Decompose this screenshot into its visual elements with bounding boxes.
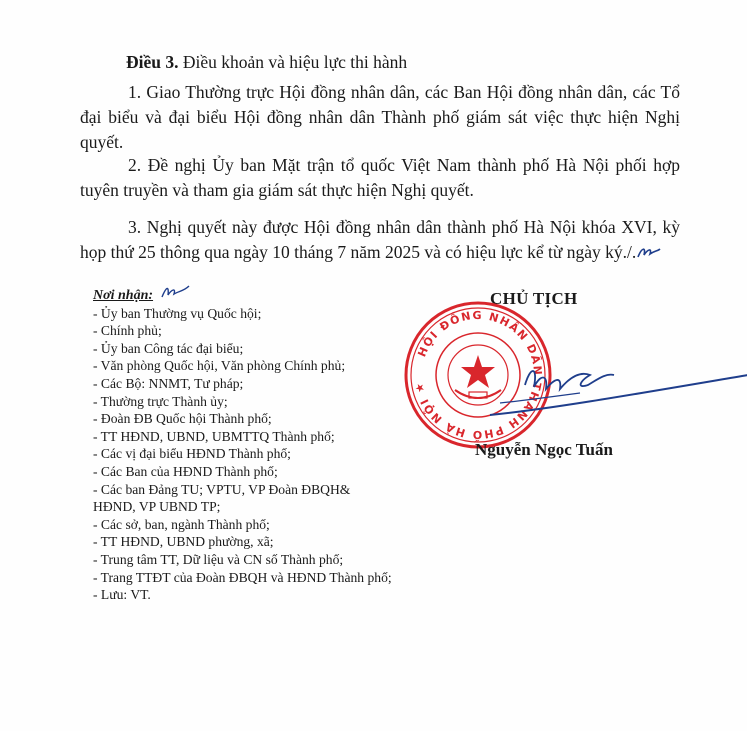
recipient-item: - TT HĐND, UBND phường, xã; [93, 534, 274, 550]
paragraph-2: 2. Đề nghị Ủy ban Mặt trận tổ quốc Việt Nam thành phố Hà Nội phối hợp tuyên truyền và tham gia giám sát thực hiện Nghị quyết. [80, 155, 680, 200]
paragraph-1: 1. Giao Thường trực Hội đồng nhân dân, các Ban Hội đồng nhân dân, các Tổ đại biểu và đại biểu Hội đồng nhân dân Thành phố giám sát việc thực hiện Nghị quyết. [80, 82, 680, 152]
recipient-item: - Các Ban của HĐND Thành phố; [93, 463, 278, 479]
signature-icon [430, 345, 747, 440]
recipient-item: - Văn phòng Quốc hội, Văn phòng Chính phủ; [93, 358, 346, 374]
recipient-item: - Lưu: VT. [93, 587, 151, 603]
article-title: Điều khoản và hiệu lực thi hành [182, 52, 408, 72]
signer-title: CHỦ TỊCH [490, 289, 578, 308]
paragraph-3: 3. Nghị quyết này được Hội đồng nhân dân thành phố Hà Nội khóa XVI, kỳ họp thứ 25 thông qua ngày 10 tháng 7 năm 2025 và có hiệu lực kể từ ngày ký./. [80, 217, 680, 262]
recipient-item: - Ủy ban Công tác đại biểu; [93, 340, 244, 356]
recipients-title: Nơi nhận: [93, 288, 154, 303]
article-heading [126, 52, 407, 73]
recipient-item: - Các vị đại biểu HĐND Thành phố; [93, 446, 291, 462]
recipient-item: - Trang TTĐT của Đoàn ĐBQH và HĐND Thành phố; [93, 569, 392, 585]
recipient-item: - Chính phủ; [93, 323, 162, 339]
initial-mark-icon [159, 283, 191, 301]
recipient-item: - Các sở, ban, ngành Thành phố; [93, 516, 270, 532]
recipient-item: - Ủy ban Thường vụ Quốc hội; [93, 305, 262, 321]
recipient-list [93, 305, 392, 604]
recipient-item: - TT HĐND, UBND, UBMTTQ Thành phố; [93, 428, 335, 444]
recipients-block [93, 287, 392, 604]
recipient-item: - Các ban Đảng TU; VPTU, VP Đoàn ĐBQH& HĐND, VP UBND TP; [93, 481, 351, 515]
recipient-item: - Các Bộ: NNMT, Tư pháp; [93, 375, 244, 391]
svg-text:HỘI ĐỒNG NHÂN DÂN THÀNH PHỐ HÀ: HỘI ĐỒNG NHÂN DÂN THÀNH PHỐ HÀ NỘI ★ [412, 308, 545, 442]
initial-mark-icon [636, 245, 662, 261]
recipient-item: - Đoàn ĐB Quốc hội Thành phố; [93, 411, 272, 427]
article-number: Điều 3. [126, 52, 179, 72]
recipient-item: - Thường trực Thành ủy; [93, 393, 228, 409]
signer-name: Nguyễn Ngọc Tuấn [475, 440, 613, 459]
recipient-item: - Trung tâm TT, Dữ liệu và CN số Thành phố; [93, 551, 344, 567]
